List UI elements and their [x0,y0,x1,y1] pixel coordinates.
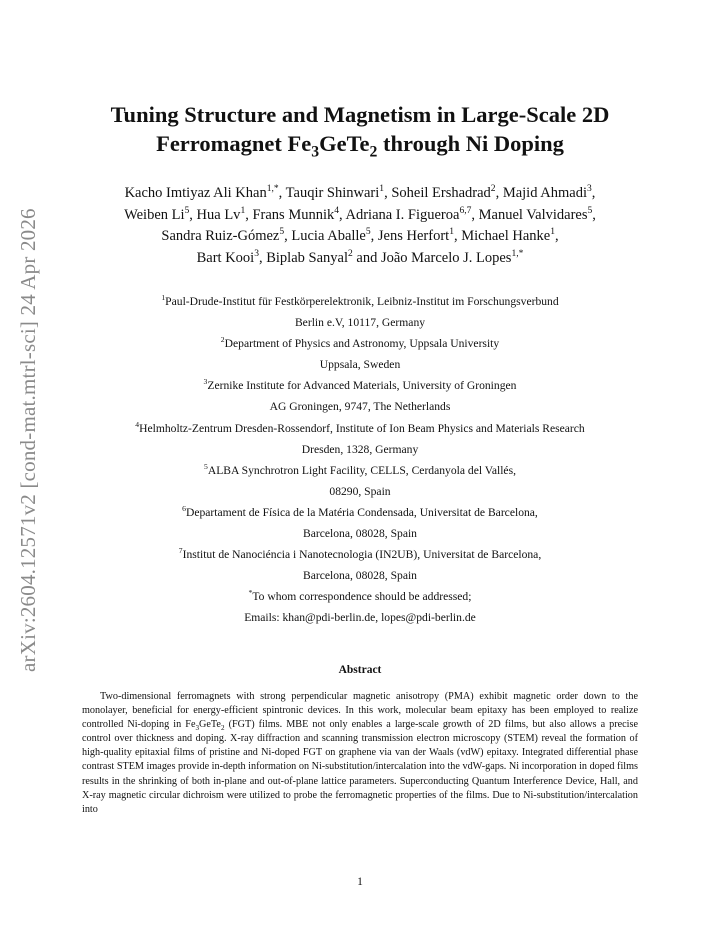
author-name: Adriana I. Figueroa [345,206,460,223]
author-name: Sandra Ruiz-Gómez [161,228,280,244]
affiliation: $^4$Helmholtz-Zentrum Dresden-Rossendorf, Institute of Ion Beam Physics and Materials Research Dresden, 1328, Germany [135,419,585,456]
correspondence-note: *To whom correspondence should be addressed; [248,588,472,604]
author-name: Bart Kooi [196,249,255,266]
abstract-heading: Abstract [338,664,382,676]
affiliation: $^7$Institut de Nanociéncia i Nanotecnologia (IN2UB), Universitat de Barcelona, Barcelona, 08028, Spain [178,546,542,583]
author-name: Lucia Aballe [291,228,366,244]
affiliation: $^1$Paul-Drude-Institut für Festkörperelektronik, Leibniz-Institut im Forschungsverbund Berlin e.V, 10117, Germany [161,293,559,330]
author-line: Bart Kooi$^3$, Biplab Sanyal$^2$ and João Marcelo J. Lopes$^{1,*}$ [196,247,524,266]
affiliation: $^2$Department of Physics and Astronomy, Uppsala University Uppsala, Sweden [220,335,500,372]
arxiv-identifier-stamp: arXiv:2604.12571v2 [cond-mat.mtrl-sci] 24 Apr 2026 [16,208,40,672]
author-line: Weiben Li$^5$, Hua Lv$^1$, Frans Munnik$^4$, Adriana I. Figueroa$^{6,7}$, Manuel Valvidares$^5$, [124,204,596,223]
page-number: 1 [357,876,363,888]
author-name: Biplab Sanyal [266,249,348,266]
author-name: Jens Herfort [377,228,450,244]
author-line: Sandra Ruiz-Gómez$^5$, Lucia Aballe$^5$, Jens Herfort$^1$, Michael Hanke$^1$, [161,226,559,244]
author-name: João Marcelo J. Lopes [380,249,512,266]
author-name: Hua Lv [196,206,241,223]
affiliation: $^3$Zernike Institute for Advanced Materials, University of Groningen AG Groningen, 9747, The Netherlands [203,377,517,414]
correspondence-emails: Emails: khan@pdi-berlin.de, lopes@pdi-berlin.de [244,611,476,625]
author-name: Tauqir Shinwari [285,185,380,201]
paper-title [40,100,680,161]
title-line-2: Ferromagnet $Fe_3GeTe_2$ through Ni Doping [156,131,564,161]
author-name: Weiben Li [124,206,185,223]
author-name: Kacho Imtiyaz Ali Khan [124,185,267,201]
abstract-text: Two-dimensional ferromagnets with strong perpendicular magnetic anisotropy (PMA) exhibit magnetic order down to the monolayer, beneficial for energy-efficient spintronic devices. In this work, molecular beam epitaxy has been employed to realize controlled Ni-doping in $Fe_3GeTe_2$ (FGT) films. MBE not only enables a large-scale growth of 2D films, but also allows a precise control over thickness and doping. X-ray diffraction and scanning transmission electron microscopy (STEM) reveal the formation of high-quality epitaxial films of pristine and Ni-doped FGT on graphene via van der Waals (vdW) epitaxy. Integrated differential phase contrast STEM images provide in-depth information on Ni-substitution/intercalation into the vdW-gaps. Ni incorporation in doped films results in the shrinking of both in-plane and out-of-plane lattice parameters. Superconducting Quantum Interference Device, Hall, and X-ray magnetic circular dichroism were utilized to probe the ferromagnetic properties of the films. Due to Ni-substitution/intercalation into [82,691,638,815]
author-line: Kacho Imtiyaz Ali Khan$^{1,*}$, Tauqir Shinwari$^1$, Soheil Ershadrad$^2$, Majid Ahmadi$^3$, [124,183,596,201]
author-name: Manuel Valvidares [478,206,588,223]
affiliation-list [40,291,680,629]
author-list [40,183,680,269]
author-name: Michael Hanke [461,228,551,244]
author-name: Majid Ahmadi [502,185,588,201]
author-name: Soheil Ershadrad [391,185,491,201]
affiliation: $^5$ALBA Synchrotron Light Facility, CELLS, Cerdanyola del Vallés, 08290, Spain [204,461,516,498]
title-line-1: Tuning Structure and Magnetism in Large-Scale 2D [110,102,610,127]
affiliation: $^6$Departament de Física de la Matéria Condensada, Universitat de Barcelona, Barcelona, 08028, Spain [182,504,538,541]
author-name: Frans Munnik [252,206,335,223]
